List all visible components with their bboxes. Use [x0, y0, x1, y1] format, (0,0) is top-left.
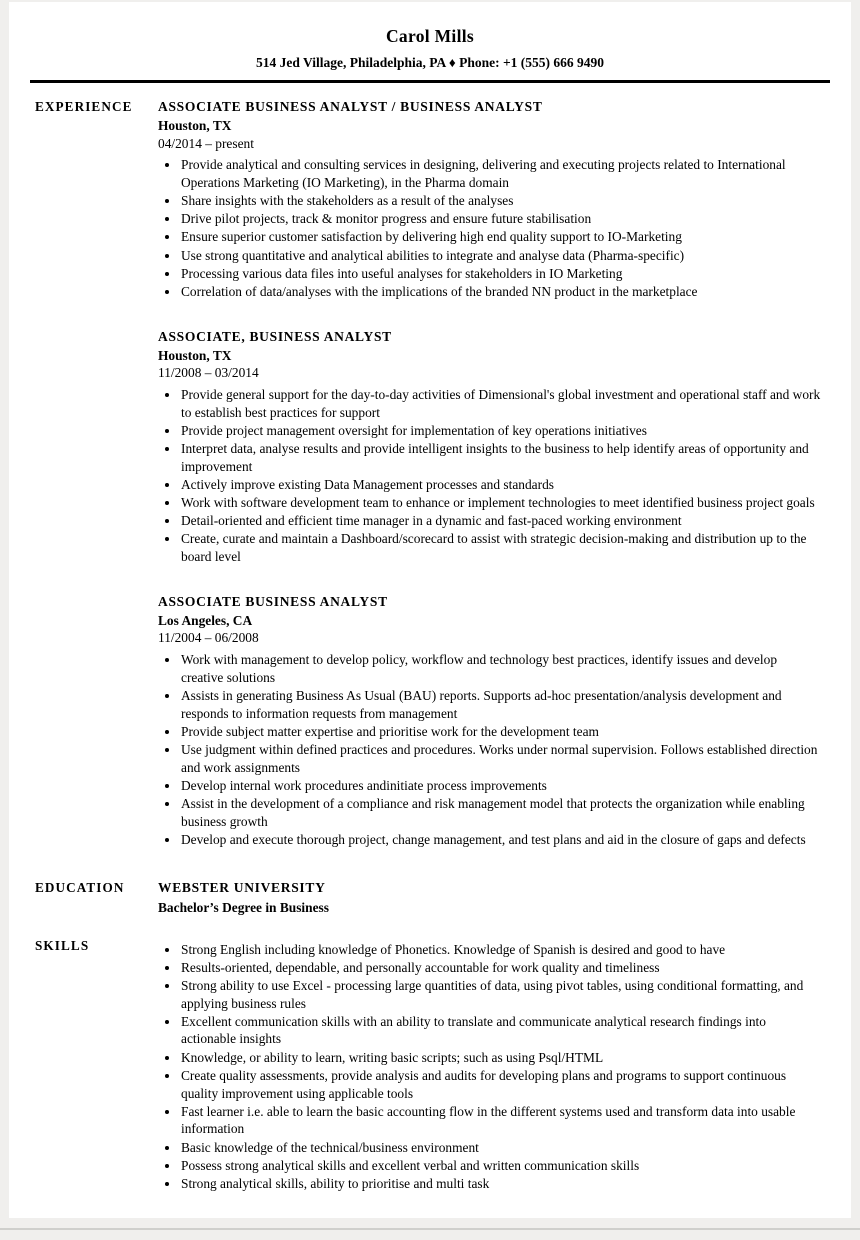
- bullet-item: • Use strong quantitative and analytical abilities to integrate and analyse data (Pharma-specific): [180, 247, 821, 265]
- bullet-item: • Drive pilot projects, track & monitor progress and ensure future stabilisation: [180, 210, 821, 228]
- bullet-item: • Provide general support for the day-to-day activities of Dimensional's global investment and operational staff and work to establish best practices for support: [180, 386, 821, 421]
- skills-body: [158, 937, 851, 1194]
- bullet-item: • Excellent communication skills with an ability to translate and communicate analytical research findings into actionable insights: [180, 1013, 821, 1048]
- job-title: ASSOCIATE BUSINESS ANALYST / BUSINESS ANALYST: [158, 99, 543, 114]
- experience-body: [158, 98, 851, 849]
- bullet-item: • Assists in generating Business As Usual (BAU) reports. Supports ad-hoc presentation/analysis development and responds to information requests from management: [180, 687, 821, 722]
- job-bullet-list: [158, 651, 821, 849]
- contact-line: 514 Jed Village, Philadelphia, PA ♦ Phone: +1 (555) 666 9490: [255, 55, 605, 70]
- job-entry: [158, 328, 821, 566]
- bullet-item: • Share insights with the stakeholders as a result of the analyses: [180, 192, 821, 210]
- bullet-item: • Fast learner i.e. able to learn the basic accounting flow in the different systems used and transform data into usable information: [180, 1103, 821, 1138]
- resume-page: [9, 2, 851, 1218]
- candidate-name: Carol Mills: [385, 26, 475, 46]
- bullet-item: • Work with software development team to enhance or implement technologies to meet identified business project goals: [180, 494, 821, 512]
- page-bottom-divider: [0, 1228, 860, 1230]
- bullet-item: • Provide analytical and consulting services in designing, delivering and executing projects related to International Operations Marketing (IO Marketing), in the Pharma domain: [180, 156, 821, 191]
- bullet-item: • Detail-oriented and efficient time manager in a dynamic and fast-paced working environment: [180, 512, 821, 530]
- bullet-item: • Possess strong analytical skills and excellent verbal and written communication skills: [180, 1157, 821, 1175]
- job-dates: 04/2014 – present: [158, 135, 254, 151]
- bullet-item: • Create, curate and maintain a Dashboard/scorecard to assist with strategic decision-making and distribution up to the board level: [180, 530, 821, 565]
- resume-header: [9, 26, 851, 71]
- bullet-item: • Results-oriented, dependable, and personally accountable for work quality and timeliness: [180, 959, 821, 977]
- job-location: Houston, TX: [158, 347, 232, 363]
- job-location: Houston, TX: [158, 117, 232, 133]
- bullet-item: • Knowledge, or ability to learn, writing basic scripts; such as using Psql/HTML: [180, 1049, 821, 1067]
- job-dates: 11/2004 – 06/2008: [158, 630, 259, 646]
- section-skills: [9, 937, 851, 1194]
- job-title: ASSOCIATE, BUSINESS ANALYST: [158, 328, 392, 344]
- job-bullet-list: [158, 156, 821, 301]
- job-location: Los Angeles, CA: [158, 612, 253, 628]
- bullet-item: • Provide subject matter expertise and prioritise work for the development team: [180, 723, 821, 741]
- education-label: EDUCATION: [35, 880, 125, 895]
- bullet-item: • Processing various data files into useful analyses for stakeholders in IO Marketing: [180, 265, 821, 283]
- skills-bullet-list: [158, 941, 821, 1193]
- bullet-item: • Ensure superior customer satisfaction by delivering high end quality support to IO-Marketing: [180, 228, 821, 246]
- bullet-item: • Actively improve existing Data Management processes and standards: [180, 476, 821, 494]
- bullet-item: • Provide project management oversight for implementation of key operations initiatives: [180, 422, 821, 440]
- bullet-item: • Basic knowledge of the technical/business environment: [180, 1139, 821, 1157]
- bullet-item: • Develop internal work procedures andinitiate process improvements: [180, 777, 821, 795]
- job-entry: [158, 98, 821, 301]
- header-divider: [30, 80, 830, 83]
- section-experience: [9, 98, 851, 849]
- job-bullet-list: [158, 386, 821, 566]
- bullet-item: • Strong analytical skills, ability to prioritise and multi task: [180, 1175, 821, 1193]
- bullet-item: • Interpret data, analyse results and provide intelligent insights to the business to help identify areas of opportunity and improvement: [180, 440, 821, 475]
- bullet-item: • Develop and execute thorough project, change management, and test plans and aid in the closure of gaps and defects: [180, 831, 821, 849]
- experience-label: EXPERIENCE: [35, 99, 133, 114]
- bullet-item: • Assist in the development of a compliance and risk management model that protects the organization while enabling business growth: [180, 795, 821, 830]
- job-title: ASSOCIATE BUSINESS ANALYST: [158, 593, 388, 609]
- bullet-item: • Work with management to develop policy, workflow and technology best practices, identify issues and develop creative solutions: [180, 651, 821, 686]
- bullet-item: • Strong ability to use Excel - processing large quantities of data, using pivot tables, using conditional formatting, and applying business rules: [180, 977, 821, 1012]
- education-body: [158, 879, 851, 917]
- section-education: [9, 879, 851, 917]
- job-dates: 11/2008 – 03/2014: [158, 365, 259, 381]
- bullet-item: • Create quality assessments, provide analysis and audits for developing plans and programs to support continuous quality improvement using applicable tools: [180, 1067, 821, 1102]
- job-entry: [158, 593, 821, 849]
- bullet-item: • Use judgment within defined practices and procedures. Works under normal supervision. Follows established direction and work assignments: [180, 741, 821, 776]
- school-name: WEBSTER UNIVERSITY: [158, 880, 326, 895]
- bullet-item: • Correlation of data/analyses with the implications of the branded NN product in the marketplace: [180, 283, 821, 301]
- skills-label: SKILLS: [35, 937, 90, 953]
- bullet-item: • Strong English including knowledge of Phonetics. Knowledge of Spanish is desired and good to have: [180, 941, 821, 959]
- degree-name: Bachelor’s Degree in Business: [158, 899, 329, 915]
